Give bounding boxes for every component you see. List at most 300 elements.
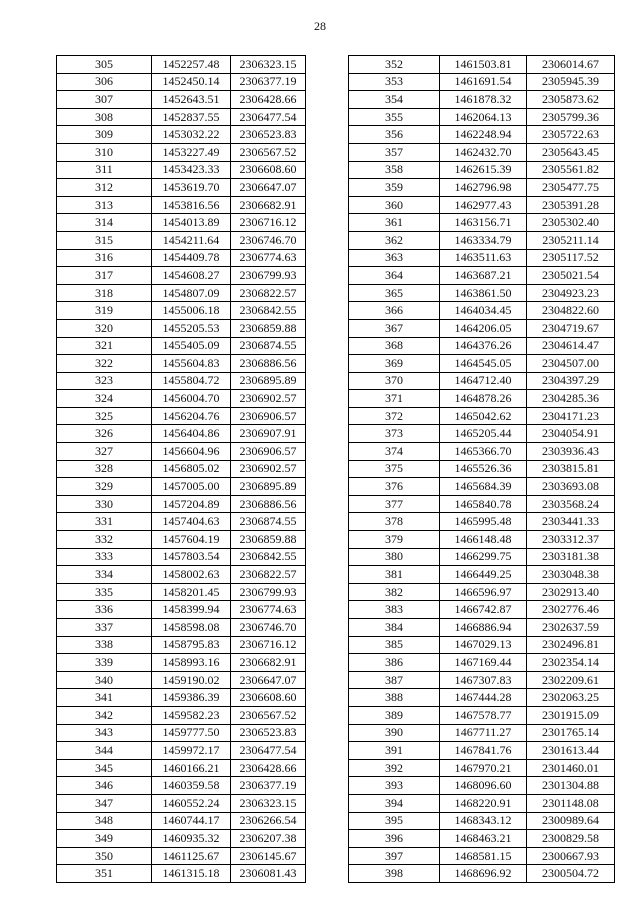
x-coordinate-cell: 1468581.15 <box>440 847 527 865</box>
point-number-cell: 357 <box>349 143 440 161</box>
y-coordinate-cell: 2306907.91 <box>231 425 306 443</box>
table-row <box>57 302 306 320</box>
point-number-cell: 321 <box>57 337 152 355</box>
y-coordinate-cell: 2306081.43 <box>231 865 306 883</box>
x-coordinate-cell: 1453619.70 <box>152 179 231 197</box>
y-coordinate-cell: 2306906.57 <box>231 443 306 461</box>
y-coordinate-cell: 2306682.91 <box>231 654 306 672</box>
table-row <box>349 73 615 91</box>
y-coordinate-cell: 2306716.12 <box>231 214 306 232</box>
y-coordinate-cell: 2306859.88 <box>231 531 306 549</box>
point-number-cell: 375 <box>349 460 440 478</box>
y-coordinate-cell: 2302913.40 <box>527 583 615 601</box>
table-row <box>349 495 615 513</box>
point-number-cell: 342 <box>57 706 152 724</box>
x-coordinate-cell: 1456204.76 <box>152 407 231 425</box>
point-number-cell: 339 <box>57 654 152 672</box>
point-number-cell: 359 <box>349 179 440 197</box>
x-coordinate-cell: 1455804.72 <box>152 372 231 390</box>
table-row <box>57 601 306 619</box>
y-coordinate-cell: 2302496.81 <box>527 636 615 654</box>
point-number-cell: 355 <box>349 108 440 126</box>
y-coordinate-cell: 2306842.55 <box>231 302 306 320</box>
point-number-cell: 320 <box>57 319 152 337</box>
point-number-cell: 308 <box>57 108 152 126</box>
table-row <box>349 706 615 724</box>
y-coordinate-cell: 2303936.43 <box>527 443 615 461</box>
x-coordinate-cell: 1465205.44 <box>440 425 527 443</box>
table-row <box>57 847 306 865</box>
table-row <box>349 337 615 355</box>
x-coordinate-cell: 1463687.21 <box>440 267 527 285</box>
x-coordinate-cell: 1467970.21 <box>440 759 527 777</box>
point-number-cell: 336 <box>57 601 152 619</box>
table-row <box>349 847 615 865</box>
point-number-cell: 345 <box>57 759 152 777</box>
point-number-cell: 348 <box>57 812 152 830</box>
point-number-cell: 395 <box>349 812 440 830</box>
point-number-cell: 309 <box>57 126 152 144</box>
y-coordinate-cell: 2304397.29 <box>527 372 615 390</box>
point-number-cell: 335 <box>57 583 152 601</box>
point-number-cell: 385 <box>349 636 440 654</box>
x-coordinate-cell: 1452450.14 <box>152 73 231 91</box>
y-coordinate-cell: 2303693.08 <box>527 478 615 496</box>
x-coordinate-cell: 1460552.24 <box>152 794 231 812</box>
y-coordinate-cell: 2304285.36 <box>527 390 615 408</box>
x-coordinate-cell: 1452643.51 <box>152 91 231 109</box>
point-number-cell: 325 <box>57 407 152 425</box>
x-coordinate-cell: 1452257.48 <box>152 56 231 74</box>
table-row <box>349 812 615 830</box>
table-row <box>349 443 615 461</box>
x-coordinate-cell: 1454211.64 <box>152 231 231 249</box>
table-row <box>57 337 306 355</box>
point-number-cell: 327 <box>57 443 152 461</box>
y-coordinate-cell: 2306428.66 <box>231 759 306 777</box>
y-coordinate-cell: 2306523.83 <box>231 724 306 742</box>
table-row <box>57 143 306 161</box>
x-coordinate-cell: 1468696.92 <box>440 865 527 883</box>
table-row <box>57 495 306 513</box>
y-coordinate-cell: 2306822.57 <box>231 566 306 584</box>
y-coordinate-cell: 2306906.57 <box>231 407 306 425</box>
y-coordinate-cell: 2305561.82 <box>527 161 615 179</box>
x-coordinate-cell: 1458201.45 <box>152 583 231 601</box>
x-coordinate-cell: 1457404.63 <box>152 513 231 531</box>
table-row <box>349 601 615 619</box>
y-coordinate-cell: 2306477.54 <box>231 108 306 126</box>
table-row <box>349 91 615 109</box>
table-row <box>349 742 615 760</box>
x-coordinate-cell: 1465526.36 <box>440 460 527 478</box>
table-row <box>57 407 306 425</box>
point-number-cell: 382 <box>349 583 440 601</box>
x-coordinate-cell: 1453423.33 <box>152 161 231 179</box>
x-coordinate-cell: 1458598.08 <box>152 619 231 637</box>
y-coordinate-cell: 2302063.25 <box>527 689 615 707</box>
table-row <box>349 583 615 601</box>
point-number-cell: 313 <box>57 196 152 214</box>
x-coordinate-cell: 1461878.32 <box>440 91 527 109</box>
table-row <box>57 777 306 795</box>
y-coordinate-cell: 2306895.89 <box>231 478 306 496</box>
table-row <box>57 636 306 654</box>
y-coordinate-cell: 2306774.63 <box>231 249 306 267</box>
x-coordinate-cell: 1456805.02 <box>152 460 231 478</box>
x-coordinate-cell: 1453032.22 <box>152 126 231 144</box>
table-row <box>349 830 615 848</box>
point-number-cell: 329 <box>57 478 152 496</box>
y-coordinate-cell: 2306323.15 <box>231 794 306 812</box>
table-row <box>349 724 615 742</box>
point-number-cell: 330 <box>57 495 152 513</box>
x-coordinate-cell: 1454807.09 <box>152 284 231 302</box>
y-coordinate-cell: 2300504.72 <box>527 865 615 883</box>
table-row <box>57 654 306 672</box>
y-coordinate-cell: 2304822.60 <box>527 302 615 320</box>
x-coordinate-cell: 1464376.26 <box>440 337 527 355</box>
coordinates-table-right <box>348 55 615 883</box>
y-coordinate-cell: 2302354.14 <box>527 654 615 672</box>
y-coordinate-cell: 2305302.40 <box>527 214 615 232</box>
y-coordinate-cell: 2306682.91 <box>231 196 306 214</box>
table-row <box>57 108 306 126</box>
point-number-cell: 391 <box>349 742 440 760</box>
point-number-cell: 314 <box>57 214 152 232</box>
table-row <box>349 794 615 812</box>
table-row <box>57 196 306 214</box>
x-coordinate-cell: 1464545.05 <box>440 355 527 373</box>
y-coordinate-cell: 2306477.54 <box>231 742 306 760</box>
y-coordinate-cell: 2306774.63 <box>231 601 306 619</box>
table-row <box>349 777 615 795</box>
table-row <box>349 56 615 74</box>
x-coordinate-cell: 1458002.63 <box>152 566 231 584</box>
point-number-cell: 379 <box>349 531 440 549</box>
table-row <box>349 654 615 672</box>
x-coordinate-cell: 1458399.94 <box>152 601 231 619</box>
x-coordinate-cell: 1465840.78 <box>440 495 527 513</box>
x-coordinate-cell: 1465995.48 <box>440 513 527 531</box>
point-number-cell: 361 <box>349 214 440 232</box>
x-coordinate-cell: 1467444.28 <box>440 689 527 707</box>
x-coordinate-cell: 1467578.77 <box>440 706 527 724</box>
x-coordinate-cell: 1460935.32 <box>152 830 231 848</box>
y-coordinate-cell: 2306647.07 <box>231 179 306 197</box>
table-row <box>57 372 306 390</box>
point-number-cell: 371 <box>349 390 440 408</box>
point-number-cell: 389 <box>349 706 440 724</box>
table-row <box>349 108 615 126</box>
table-row <box>349 425 615 443</box>
x-coordinate-cell: 1463511.63 <box>440 249 527 267</box>
point-number-cell: 353 <box>349 73 440 91</box>
x-coordinate-cell: 1455604.83 <box>152 355 231 373</box>
table-row <box>57 179 306 197</box>
point-number-cell: 368 <box>349 337 440 355</box>
table-row <box>349 671 615 689</box>
table-row <box>57 161 306 179</box>
point-number-cell: 331 <box>57 513 152 531</box>
table-row <box>57 56 306 74</box>
x-coordinate-cell: 1463861.50 <box>440 284 527 302</box>
point-number-cell: 386 <box>349 654 440 672</box>
table-row <box>57 267 306 285</box>
point-number-cell: 305 <box>57 56 152 74</box>
y-coordinate-cell: 2306746.70 <box>231 619 306 637</box>
table-row <box>57 478 306 496</box>
table-row <box>57 460 306 478</box>
point-number-cell: 377 <box>349 495 440 513</box>
y-coordinate-cell: 2305477.75 <box>527 179 615 197</box>
point-number-cell: 373 <box>349 425 440 443</box>
y-coordinate-cell: 2301613.44 <box>527 742 615 760</box>
y-coordinate-cell: 2306647.07 <box>231 671 306 689</box>
table-row <box>57 619 306 637</box>
table-row <box>349 460 615 478</box>
x-coordinate-cell: 1461691.54 <box>440 73 527 91</box>
x-coordinate-cell: 1461503.81 <box>440 56 527 74</box>
point-number-cell: 388 <box>349 689 440 707</box>
x-coordinate-cell: 1463334.79 <box>440 231 527 249</box>
x-coordinate-cell: 1460359.58 <box>152 777 231 795</box>
x-coordinate-cell: 1459582.23 <box>152 706 231 724</box>
point-number-cell: 349 <box>57 830 152 848</box>
x-coordinate-cell: 1462977.43 <box>440 196 527 214</box>
y-coordinate-cell: 2301148.08 <box>527 794 615 812</box>
table-row <box>57 566 306 584</box>
point-number-cell: 360 <box>349 196 440 214</box>
x-coordinate-cell: 1459777.50 <box>152 724 231 742</box>
table-row <box>349 531 615 549</box>
point-number-cell: 337 <box>57 619 152 637</box>
x-coordinate-cell: 1461315.18 <box>152 865 231 883</box>
x-coordinate-cell: 1460744.17 <box>152 812 231 830</box>
table-row <box>349 196 615 214</box>
y-coordinate-cell: 2306608.60 <box>231 161 306 179</box>
point-number-cell: 318 <box>57 284 152 302</box>
x-coordinate-cell: 1467841.76 <box>440 742 527 760</box>
table-row <box>57 91 306 109</box>
x-coordinate-cell: 1466449.25 <box>440 566 527 584</box>
x-coordinate-cell: 1452837.55 <box>152 108 231 126</box>
y-coordinate-cell: 2306799.93 <box>231 583 306 601</box>
table-row <box>349 372 615 390</box>
x-coordinate-cell: 1466742.87 <box>440 601 527 619</box>
y-coordinate-cell: 2303815.81 <box>527 460 615 478</box>
coordinates-table-left <box>56 55 306 883</box>
point-number-cell: 332 <box>57 531 152 549</box>
point-number-cell: 367 <box>349 319 440 337</box>
x-coordinate-cell: 1456004.70 <box>152 390 231 408</box>
table-row <box>57 355 306 373</box>
table-row <box>57 531 306 549</box>
point-number-cell: 326 <box>57 425 152 443</box>
point-number-cell: 372 <box>349 407 440 425</box>
point-number-cell: 315 <box>57 231 152 249</box>
table-row <box>57 284 306 302</box>
y-coordinate-cell: 2303312.37 <box>527 531 615 549</box>
y-coordinate-cell: 2303048.38 <box>527 566 615 584</box>
y-coordinate-cell: 2306567.52 <box>231 143 306 161</box>
y-coordinate-cell: 2301915.09 <box>527 706 615 724</box>
point-number-cell: 392 <box>349 759 440 777</box>
x-coordinate-cell: 1459190.02 <box>152 671 231 689</box>
point-number-cell: 346 <box>57 777 152 795</box>
y-coordinate-cell: 2302776.46 <box>527 601 615 619</box>
y-coordinate-cell: 2306523.83 <box>231 126 306 144</box>
table-row <box>349 302 615 320</box>
point-number-cell: 310 <box>57 143 152 161</box>
table-row <box>349 689 615 707</box>
x-coordinate-cell: 1465042.62 <box>440 407 527 425</box>
table-row <box>349 636 615 654</box>
table-row <box>57 513 306 531</box>
x-coordinate-cell: 1467029.13 <box>440 636 527 654</box>
table-row <box>349 478 615 496</box>
table-row <box>57 548 306 566</box>
point-number-cell: 334 <box>57 566 152 584</box>
y-coordinate-cell: 2300829.58 <box>527 830 615 848</box>
x-coordinate-cell: 1458795.83 <box>152 636 231 654</box>
table-row <box>57 231 306 249</box>
y-coordinate-cell: 2306902.57 <box>231 390 306 408</box>
point-number-cell: 393 <box>349 777 440 795</box>
y-coordinate-cell: 2306874.55 <box>231 513 306 531</box>
table-row <box>57 425 306 443</box>
table-row <box>57 319 306 337</box>
point-number-cell: 316 <box>57 249 152 267</box>
y-coordinate-cell: 2304054.91 <box>527 425 615 443</box>
x-coordinate-cell: 1459386.39 <box>152 689 231 707</box>
table-row <box>349 179 615 197</box>
y-coordinate-cell: 2305211.14 <box>527 231 615 249</box>
x-coordinate-cell: 1457204.89 <box>152 495 231 513</box>
y-coordinate-cell: 2302637.59 <box>527 619 615 637</box>
y-coordinate-cell: 2305945.39 <box>527 73 615 91</box>
table-row <box>349 865 615 883</box>
point-number-cell: 358 <box>349 161 440 179</box>
y-coordinate-cell: 2306746.70 <box>231 231 306 249</box>
y-coordinate-cell: 2306608.60 <box>231 689 306 707</box>
x-coordinate-cell: 1462615.39 <box>440 161 527 179</box>
point-number-cell: 366 <box>349 302 440 320</box>
y-coordinate-cell: 2304923.23 <box>527 284 615 302</box>
table-row <box>57 689 306 707</box>
table-row <box>57 812 306 830</box>
point-number-cell: 365 <box>349 284 440 302</box>
x-coordinate-cell: 1461125.67 <box>152 847 231 865</box>
x-coordinate-cell: 1462064.13 <box>440 108 527 126</box>
x-coordinate-cell: 1455205.53 <box>152 319 231 337</box>
y-coordinate-cell: 2302209.61 <box>527 671 615 689</box>
table-row <box>57 759 306 777</box>
y-coordinate-cell: 2305799.36 <box>527 108 615 126</box>
table-row <box>349 319 615 337</box>
y-coordinate-cell: 2306567.52 <box>231 706 306 724</box>
point-number-cell: 356 <box>349 126 440 144</box>
x-coordinate-cell: 1454409.78 <box>152 249 231 267</box>
y-coordinate-cell: 2306014.67 <box>527 56 615 74</box>
x-coordinate-cell: 1462248.94 <box>440 126 527 144</box>
table-row <box>57 443 306 461</box>
table-row <box>57 865 306 883</box>
point-number-cell: 340 <box>57 671 152 689</box>
y-coordinate-cell: 2306902.57 <box>231 460 306 478</box>
x-coordinate-cell: 1454013.89 <box>152 214 231 232</box>
point-number-cell: 354 <box>349 91 440 109</box>
table-row <box>349 407 615 425</box>
page-number: 28 <box>314 19 326 33</box>
table-row <box>349 759 615 777</box>
y-coordinate-cell: 2306377.19 <box>231 73 306 91</box>
x-coordinate-cell: 1463156.71 <box>440 214 527 232</box>
y-coordinate-cell: 2303181.38 <box>527 548 615 566</box>
y-coordinate-cell: 2305643.45 <box>527 143 615 161</box>
x-coordinate-cell: 1467711.27 <box>440 724 527 742</box>
point-number-cell: 306 <box>57 73 152 91</box>
point-number-cell: 324 <box>57 390 152 408</box>
y-coordinate-cell: 2306822.57 <box>231 284 306 302</box>
y-coordinate-cell: 2306886.56 <box>231 495 306 513</box>
x-coordinate-cell: 1455405.09 <box>152 337 231 355</box>
y-coordinate-cell: 2306266.54 <box>231 812 306 830</box>
table-row <box>349 513 615 531</box>
y-coordinate-cell: 2301304.88 <box>527 777 615 795</box>
table-row <box>349 161 615 179</box>
table-row <box>57 73 306 91</box>
table-row <box>57 794 306 812</box>
x-coordinate-cell: 1466299.75 <box>440 548 527 566</box>
point-number-cell: 398 <box>349 865 440 883</box>
point-number-cell: 381 <box>349 566 440 584</box>
y-coordinate-cell: 2301460.01 <box>527 759 615 777</box>
x-coordinate-cell: 1459972.17 <box>152 742 231 760</box>
table-row <box>349 214 615 232</box>
point-number-cell: 363 <box>349 249 440 267</box>
table-row <box>349 267 615 285</box>
point-number-cell: 352 <box>349 56 440 74</box>
y-coordinate-cell: 2306716.12 <box>231 636 306 654</box>
point-number-cell: 333 <box>57 548 152 566</box>
y-coordinate-cell: 2306895.89 <box>231 372 306 390</box>
y-coordinate-cell: 2306859.88 <box>231 319 306 337</box>
y-coordinate-cell: 2306145.67 <box>231 847 306 865</box>
point-number-cell: 347 <box>57 794 152 812</box>
y-coordinate-cell: 2306842.55 <box>231 548 306 566</box>
x-coordinate-cell: 1467169.44 <box>440 654 527 672</box>
table-row <box>349 284 615 302</box>
y-coordinate-cell: 2303568.24 <box>527 495 615 513</box>
x-coordinate-cell: 1465684.39 <box>440 478 527 496</box>
y-coordinate-cell: 2305722.63 <box>527 126 615 144</box>
table-row <box>349 249 615 267</box>
point-number-cell: 343 <box>57 724 152 742</box>
y-coordinate-cell: 2306377.19 <box>231 777 306 795</box>
table-row <box>57 249 306 267</box>
point-number-cell: 364 <box>349 267 440 285</box>
point-number-cell: 394 <box>349 794 440 812</box>
x-coordinate-cell: 1464034.45 <box>440 302 527 320</box>
table-row <box>57 742 306 760</box>
y-coordinate-cell: 2304614.47 <box>527 337 615 355</box>
y-coordinate-cell: 2306799.93 <box>231 267 306 285</box>
table-row <box>57 671 306 689</box>
x-coordinate-cell: 1454608.27 <box>152 267 231 285</box>
x-coordinate-cell: 1464712.40 <box>440 372 527 390</box>
table-row <box>349 390 615 408</box>
